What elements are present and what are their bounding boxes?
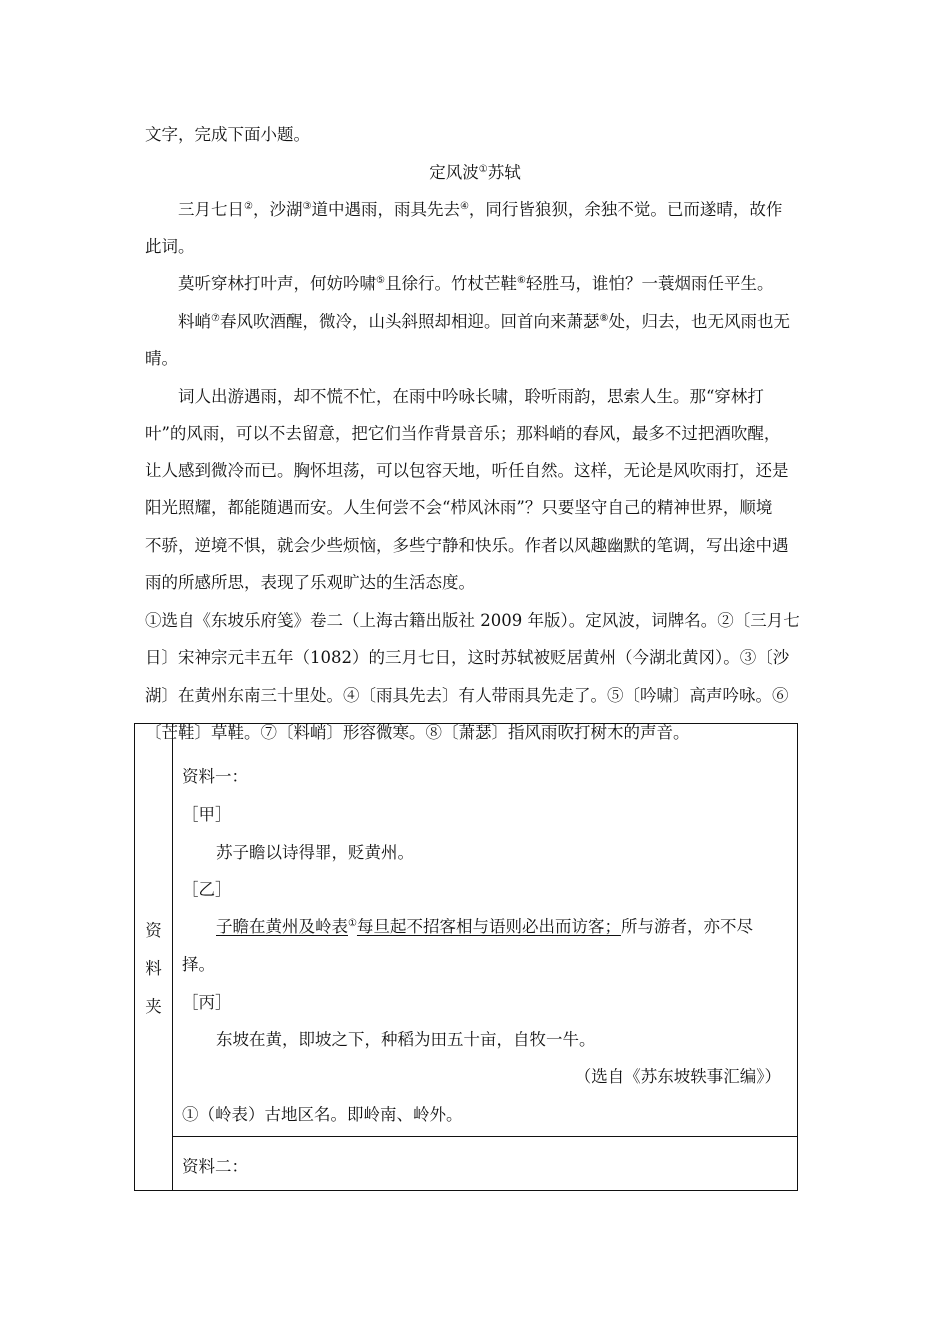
- commentary-line: 雨的所感所思，表现了乐观旷达的生活态度。: [145, 573, 475, 592]
- footnote-marker: ⑥: [516, 275, 526, 286]
- text-run: ，沙湖: [252, 200, 303, 219]
- folder-side-label-char: 料: [145, 959, 162, 978]
- text-run: 所与游者，亦不尽: [620, 917, 753, 936]
- poem-preface-line-1: [178, 199, 843, 221]
- section-jia-label: ［甲］: [182, 805, 232, 824]
- commentary-line: 不骄，逆境不惧，就会少些烦恼，多些宁静和快乐。作者以风趣幽默的笔调，写出途中遇: [145, 536, 789, 555]
- underlined-sentence: 每旦起不招客相与语则必出而访客；: [356, 917, 621, 936]
- underlined-phrase: 子瞻在黄州及岭表: [216, 917, 348, 936]
- row-divider: [172, 1136, 797, 1137]
- section-yi-line-1: [216, 916, 753, 938]
- poem-author: 苏轼: [487, 163, 521, 182]
- footnote-marker: ⑦: [211, 313, 220, 324]
- section-yi-line-2: 择。: [182, 955, 215, 974]
- footnote-marker: ⑤: [376, 275, 385, 286]
- text-run: 道中遇雨，雨具先去: [311, 200, 460, 219]
- material-one-label: 资料一：: [182, 767, 248, 786]
- source-citation: （选自《苏东坡轶事汇编》）: [574, 1067, 781, 1086]
- poem-title-text: 定风波: [429, 163, 479, 182]
- material-folder-table: [134, 723, 798, 1191]
- text-run: 且徐行。竹杖芒鞋: [384, 274, 517, 293]
- section-jia-text: 苏子瞻以诗得罪，贬黄州。: [216, 843, 414, 862]
- text-run: 料峭: [178, 312, 211, 331]
- commentary-line: 阳光照耀，都能随遇而安。人生何尝不会“栉风沐雨”？只要坚守自己的精神世界，顺境: [145, 498, 773, 517]
- poem-title: [0, 162, 950, 184]
- notes-line: ①选自《东坡乐府笺》卷二（上海古籍出版社 2009 年版）。定风波，词牌名。②〔三月七: [145, 611, 800, 630]
- footnote-marker: ③: [302, 201, 312, 212]
- footnote-marker: ②: [244, 201, 253, 212]
- text-run: 轻胜马，谁怕？一蓑烟雨任平生。: [525, 274, 774, 293]
- commentary-line: 词人出游遇雨，却不慌不忙，在雨中吟咏长啸，聆听雨韵，思索人生。那“穿林打: [178, 387, 764, 406]
- folder-side-label-char: 夹: [145, 997, 162, 1016]
- text-run: ，同行皆狼狈，余独不觉。已而遂晴，故作: [468, 200, 783, 219]
- notes-line: 〔芒鞋〕草鞋。⑦〔料峭〕形容微寒。⑧〔萧瑟〕指风雨吹打树木的声音。: [145, 723, 690, 742]
- footnote-marker: ①: [348, 918, 357, 929]
- text-run: 春风吹酒醒，微冷，山头斜照却相迎。回首向来萧瑟: [219, 312, 600, 331]
- footnote-marker: ①: [478, 164, 488, 175]
- poem-stanza-2-line-1: [178, 311, 843, 333]
- text-run: 莫听穿林打叶声，何妨吟啸: [178, 274, 376, 293]
- poem-stanza-2-line-2: 晴。: [145, 349, 178, 368]
- footnote-marker: ⑧: [599, 313, 609, 324]
- notes-line: 湖〕在黄州东南三十里处。④〔雨具先去〕有人带雨具先走了。⑤〔吟啸〕高声吟咏。⑥: [145, 686, 789, 705]
- section-bing-text: 东坡在黄，即坡之下，种稻为田五十亩，自牧一牛。: [216, 1030, 596, 1049]
- text-run: 处，归去，也无风雨也无: [608, 312, 790, 331]
- intro-text: 文字，完成下面小题。: [145, 125, 310, 144]
- folder-side-label-char: 资: [145, 921, 162, 940]
- poem-preface-line-2: 此词。: [145, 237, 195, 256]
- text-run: 三月七日: [178, 200, 244, 219]
- column-divider: [172, 724, 173, 1190]
- section-yi-label: ［乙］: [182, 880, 232, 899]
- folder-footnote: ①（岭表）古地区名。即岭南、岭外。: [182, 1105, 463, 1124]
- notes-line: 日〕宋神宗元丰五年（1082）的三月七日，这时苏轼被贬居黄州（今湖北黄冈）。③〔沙: [145, 648, 790, 667]
- section-bing-label: ［丙］: [182, 993, 232, 1012]
- poem-stanza-1: [178, 273, 843, 295]
- material-two-label: 资料二：: [182, 1157, 248, 1176]
- commentary-line: 叶”的风雨，可以不去留意，把它们当作背景音乐；那料峭的春风，最多不过把酒吹醒，: [145, 424, 781, 443]
- footnote-marker: ④: [459, 201, 469, 212]
- commentary-line: 让人感到微冷而已。胸怀坦荡，可以包容天地，听任自然。这样，无论是风吹雨打，还是: [145, 461, 789, 480]
